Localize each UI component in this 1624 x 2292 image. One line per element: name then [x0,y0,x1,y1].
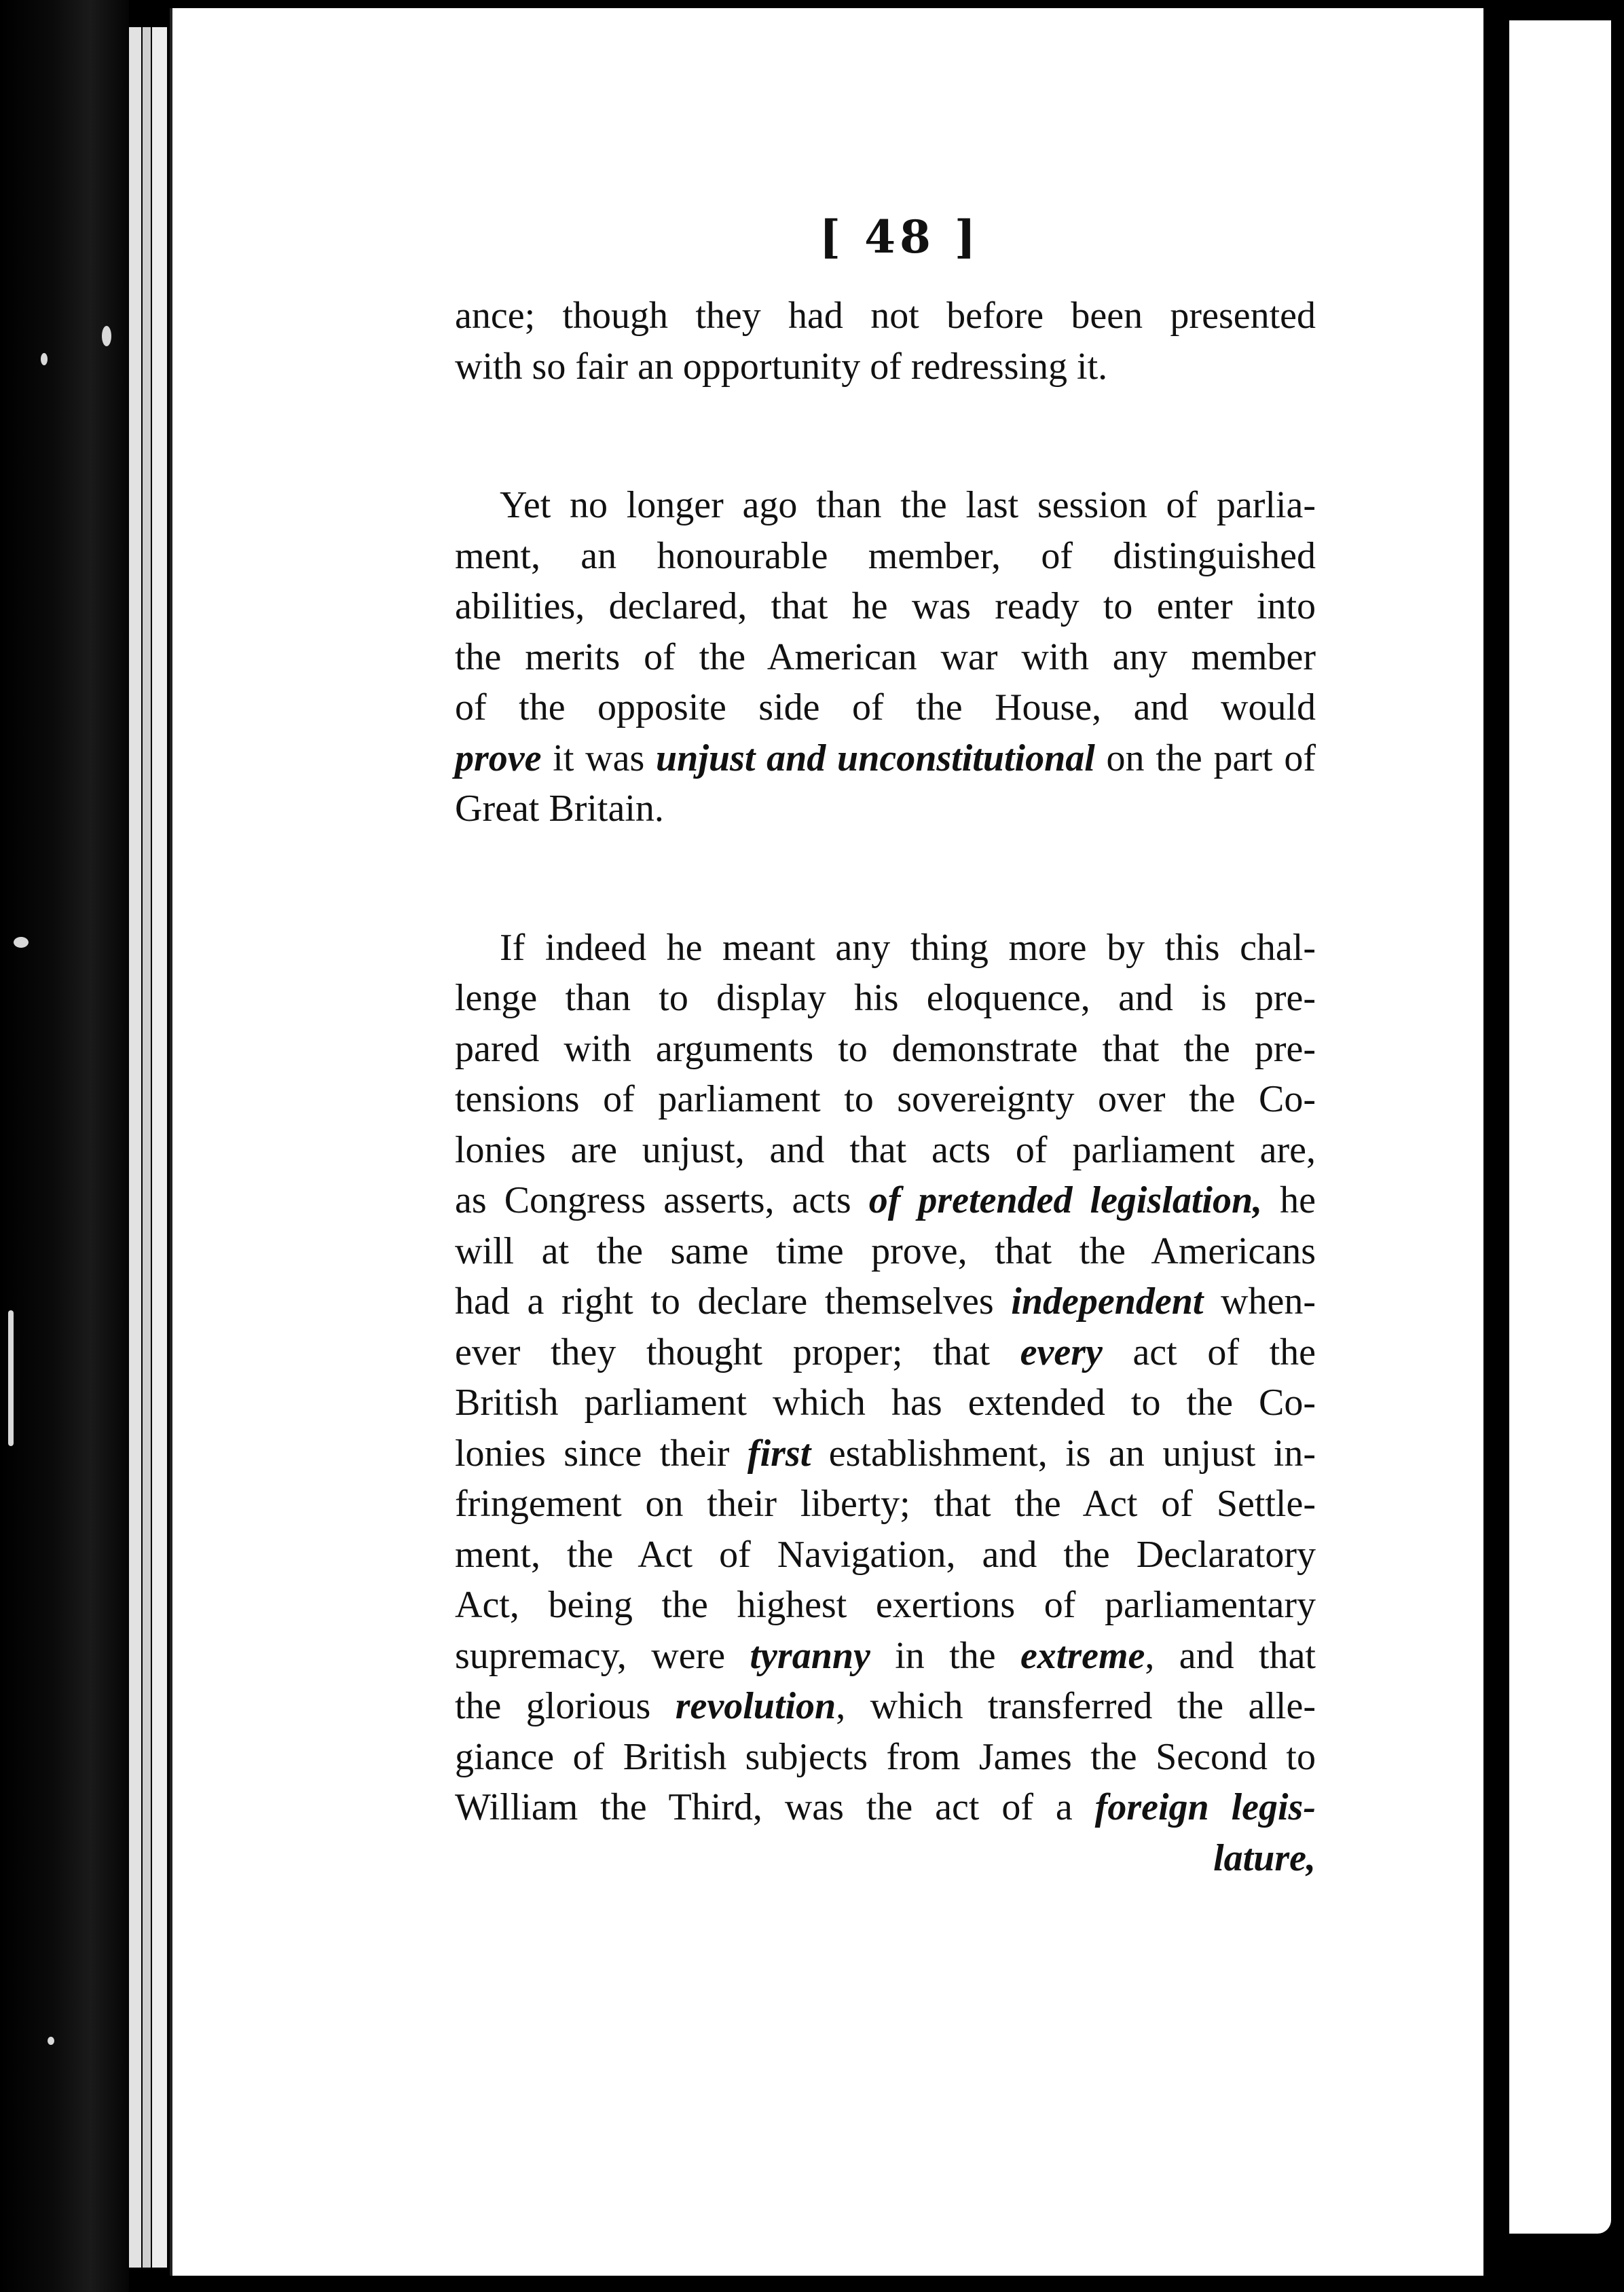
text-line: of the opposite side of the House, and would [455,686,1316,728]
text-segment: had a right to declare themselves [455,1280,1012,1323]
italic-text: unjust and unconstitutional [656,737,1095,779]
text-line: lenge than to display his eloquence, and is pre- [455,977,1316,1019]
page-edge [152,27,167,2268]
paragraph-2 [455,480,1316,834]
text-segment: William the Third, was the act of a [455,1786,1095,1828]
text-line: Yet no longer ago than the last session of parlia- [500,484,1316,526]
text-segment: lonies since their [455,1432,748,1475]
binding-mark [48,2037,54,2045]
text-line: British parliament which has extended to the Co- [455,1382,1316,1424]
gutter-shadow [1483,0,1509,2292]
italic-text: foreign legis- [1094,1786,1316,1828]
text-segment: act of the [1102,1331,1316,1373]
text-segment: when- [1203,1280,1316,1323]
text-line: If indeed he meant any thing more by this chal- [500,926,1316,969]
binding-mark [14,937,29,948]
next-page-edge [1509,20,1611,2234]
text-line: lonies are unjust, and that acts of parliament are, [455,1128,1316,1171]
text-line: ment, an honourable member, of distinguished [455,534,1316,577]
binding-mark [8,1310,14,1446]
text-line: Act, being the highest exertions of parliamentary [455,1584,1316,1626]
text-line: pared with arguments to demonstrate that the pre- [455,1027,1316,1070]
text-line: ance; though they had not before been presented [455,295,1316,337]
catchword: lature, [1213,1836,1316,1879]
italic-text: first [747,1432,811,1475]
binding-mark [41,353,48,365]
text-segment: as Congress asserts, acts [455,1179,869,1221]
paragraph-spacer [455,392,1316,480]
text-line: with so fair an opportunity of redressing it. [455,345,1108,388]
italic-text: extreme [1020,1634,1145,1677]
text-line: the merits of the American war with any member [455,635,1316,678]
italic-text: prove [455,737,542,779]
paragraph-spacer [455,834,1316,923]
text-segment: supremacy, were [455,1634,750,1677]
text-segment: the glorious [455,1685,676,1727]
page-edge [129,27,141,2268]
book-binding [0,0,129,2292]
paragraph-1 [455,291,1316,392]
text-line: Great Britain. [455,788,664,830]
text-segment: he [1262,1179,1316,1221]
italic-text: of pretended legislation, [868,1179,1263,1221]
italic-text: every [1020,1331,1103,1373]
paragraph-3 [455,923,1316,1884]
text-segment: establishment, is an unjust in- [811,1432,1316,1475]
body-text [455,291,1316,1883]
italic-text: tyranny [750,1634,870,1677]
text-line: tensions of parliament to sovereignty over the Co- [455,1078,1316,1120]
text-line: giance of British subjects from James the Second to [455,1735,1316,1778]
text-line: fringement on their liberty; that the Act of Settle- [455,1483,1316,1525]
text-segment: in the [870,1634,1020,1677]
text-segment: ever they thought proper; that [455,1331,1020,1373]
italic-text: revolution [675,1685,836,1727]
text-line: will at the same time prove, that the Americans [455,1230,1316,1272]
text-segment: , and that [1145,1634,1316,1677]
page-number: [ 48 ] [819,210,980,263]
text-segment: , which transferred the alle- [836,1685,1316,1727]
binding-mark [102,326,111,346]
italic-text: independent [1011,1280,1204,1323]
text-segment: on the part of [1094,737,1316,779]
text-line: ment, the Act of Navigation, and the Declaratory [455,1533,1316,1576]
text-line: abilities, declared, that he was ready to enter into [455,585,1316,627]
text-segment: it was [541,737,657,779]
page-edge [143,27,151,2268]
